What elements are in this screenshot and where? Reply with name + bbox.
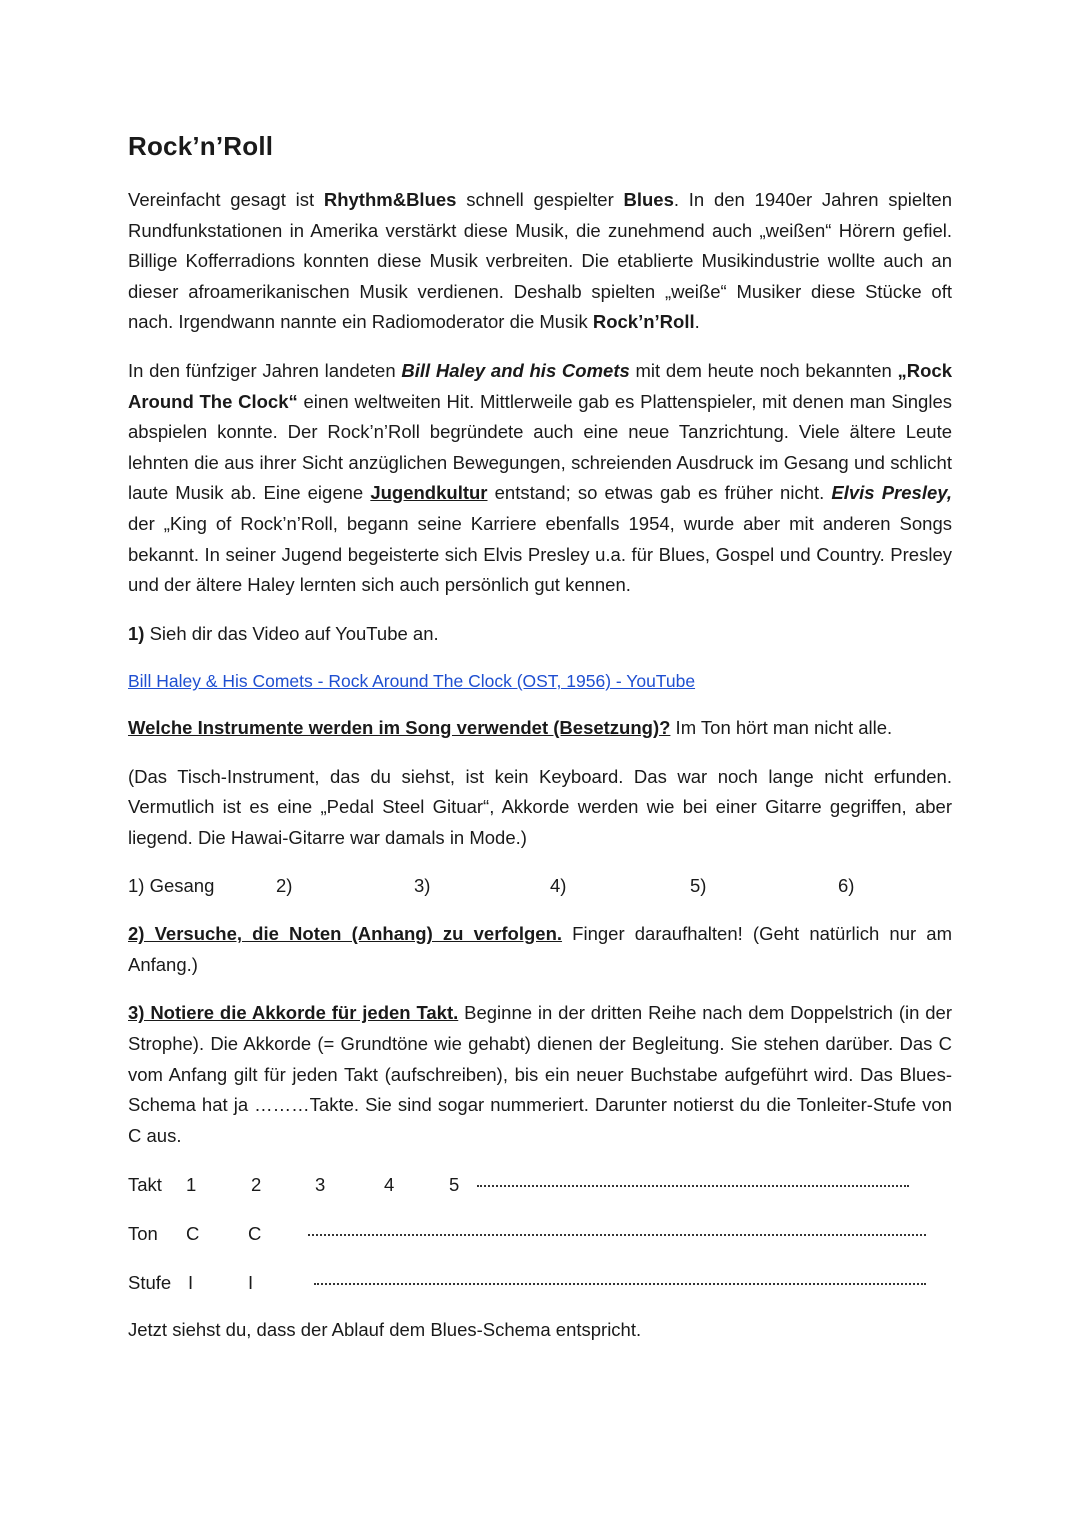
instrument-slot-3[interactable]: 3) — [414, 875, 431, 897]
term-rock-n-roll: Rock’n’Roll — [592, 311, 695, 333]
stufe-label: Stufe — [128, 1272, 172, 1294]
instrument-slot-4[interactable]: 4) — [550, 875, 567, 897]
worksheet-page — [128, 128, 952, 1346]
page-title: Rock’n’Roll — [128, 131, 274, 161]
takt-4: 4 — [384, 1174, 395, 1196]
history-paragraph — [128, 356, 952, 601]
task-2 — [128, 919, 952, 980]
term-elvis-presley: Elvis Presley, — [831, 482, 952, 504]
ton-answer-line[interactable] — [308, 1234, 926, 1236]
closing-sentence: Jetzt siehst du, dass der Ablauf dem Blues-Schema entspricht. — [128, 1319, 642, 1341]
instrument-list — [128, 871, 952, 901]
link-line — [128, 666, 952, 697]
instrument-question — [128, 713, 952, 744]
stufe-answer-line[interactable] — [314, 1283, 926, 1285]
stufe-1: I — [188, 1272, 194, 1294]
text: mit dem heute noch bekannten — [629, 359, 898, 381]
instrument-note: (Das Tisch-Instrument, das du siehst, ist kein Keyboard. Das war noch lange nicht erfunden. Vermutlich ist es eine „Pedal Steel Gituar“, Akkorde werden wie bei einer Gitarre gegriffen, aber liegend. Die Hawai-Gitarre war damals in Mode.) — [128, 765, 952, 848]
term-song-title: „Rock Around The Clock“ — [128, 359, 953, 412]
text: entstand; so etwas gab es früher nicht. — [487, 482, 832, 504]
text: . In den 1940er Jahren spielten Rundfunkstationen in Amerika verstärkt diese Musik, die zunehmend auch „weißen“ Hörern gefiel. Billige Kofferradions konnten diese Musik verbreiten. Die etablierte Musikindustrie wollte auch an dieser afroamerikanischen Musik verdienen. Deshalb spielten „weiße“ Musiker diese Stücke oft nach. Irgendwann nannte ein Radiomoderator die Musik — [128, 189, 952, 333]
takt-row — [128, 1170, 952, 1200]
youtube-link[interactable]: Bill Haley & His Comets - Rock Around The Clock (OST, 1956) - YouTube — [128, 671, 696, 692]
term-jugendkultur: Jugendkultur — [370, 482, 488, 504]
stufe-2: I — [248, 1272, 254, 1294]
task-2-text: Finger daraufhalten! (Geht natürlich nur am Anfang.) — [128, 923, 952, 975]
term-bill-haley: Bill Haley and his Comets — [401, 359, 630, 381]
text: Vereinfacht gesagt ist — [128, 189, 324, 210]
instrument-slot-1: 1) Gesang — [128, 875, 215, 897]
text: . — [694, 311, 700, 333]
takt-5: 5 — [449, 1174, 460, 1196]
term-blues: Blues — [623, 189, 674, 210]
takt-label: Takt — [128, 1174, 162, 1196]
question-text: Im Ton hört man nicht alle. — [670, 716, 893, 738]
instrument-slot-2[interactable]: 2) — [276, 875, 293, 897]
text: einen weltweiten Hit. Mittlerweile gab es Plattenspieler, mit denen man Singles abspielen konnte. Der Rock’n’Roll begründete auch eine neue Tanzrichtung. Viele ältere Leute lehnten die aus ihrer Sicht anzüglichen Bewegungen, schreienden Ausdruck im Gesang und schlicht laute Musik ab. Eine eigene — [128, 390, 952, 504]
task-number: 1) — [128, 622, 145, 644]
intro-paragraph — [128, 185, 952, 338]
takt-2: 2 — [251, 1174, 262, 1196]
task-3 — [128, 998, 952, 1151]
task-3-heading: 3) Notiere die Akkorde für jeden Takt. — [128, 1002, 459, 1024]
ton-row — [128, 1219, 952, 1249]
text: der „King of Rock’n’Roll, begann seine Karriere ebenfalls 1954, wurde aber mit anderen Songs bekannt. In seiner Jugend begeisterte sich Elvis Presley u.a. für Blues, Gospel und Country. Presley und der ältere Haley lernten sich auch persönlich gut kennen. — [128, 512, 952, 596]
text: schnell gespielter — [456, 189, 624, 210]
task-1 — [128, 619, 952, 650]
task-2-heading: 2) Versuche, die Noten (Anhang) zu verfolgen. — [128, 923, 563, 945]
text: In den fünfziger Jahren landeten — [128, 359, 402, 381]
task-text: Sieh dir das Video auf YouTube an. — [144, 622, 439, 644]
ton-1: C — [186, 1223, 200, 1245]
term-rhythm-blues: Rhythm&Blues — [323, 189, 457, 210]
ton-2: C — [248, 1223, 262, 1245]
takt-1: 1 — [186, 1174, 197, 1196]
task-3-text: Beginne in der dritten Reihe nach dem Doppelstrich (in der Strophe). Die Akkorde (= Grundtöne wie gehabt) dienen der Begleitung. Sie stehen darüber. Das C vom Anfang gilt für jeden Takt (aufschreiben), bis ein neuer Buchstabe aufgeführt wird. Das Blues-Schema hat ja ………Takte. Sie sind sogar nummeriert. Darunter notierst du die Tonleiter-Stufe von C aus. — [128, 1002, 952, 1146]
stufe-row — [128, 1268, 952, 1298]
instrument-slot-6[interactable]: 6) — [838, 875, 855, 897]
question-heading: Welche Instrumente werden im Song verwendet (Besetzung)? — [128, 716, 671, 738]
instrument-slot-5[interactable]: 5) — [690, 875, 707, 897]
ton-label: Ton — [128, 1223, 158, 1245]
takt-3: 3 — [315, 1174, 326, 1196]
takt-answer-line[interactable] — [477, 1185, 909, 1187]
